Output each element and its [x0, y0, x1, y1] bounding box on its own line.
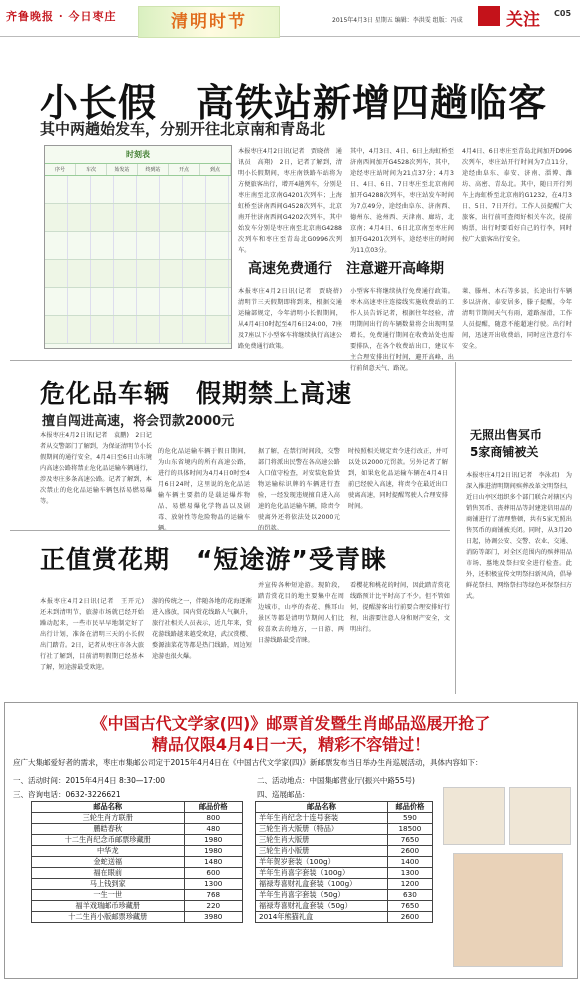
- article-column: 莱、滕州、木石等多县，长途出行车辆多以济南、泰安居多，滕子提醒，今年清明节期间天气有雨，道路湿滑，工作人员提醒，随意不能超速行驶。出行时间，迅速开出收费站，同时应注意行车安全。: [462, 288, 572, 350]
- subhead-hazmat: 擅自闯进高速，将会罚款2000元: [42, 414, 235, 429]
- timetable-header-cell: 序号: [45, 164, 76, 175]
- article-column: 并宣传各种短途游。现阶段，踏青赏花目的地主要集中在周边城市，山亭的杏花、熊耳山景区等都是清明节期间人们比较喜欢去的地方，一日游、两日游线路最受青睐。: [258, 582, 344, 644]
- stamp-name: 三轮生肖方联册: [32, 813, 185, 824]
- stamp-name: 羊年贺岁套装（100g）: [256, 857, 388, 868]
- table-row: [256, 879, 433, 890]
- ad-time: 一、活动时间：2015年4月4日 8:30—17:00: [13, 776, 165, 785]
- table-row: [32, 846, 243, 857]
- stamp-exhibition-ad: [4, 702, 578, 979]
- timetable-header-cell: 车次: [76, 164, 107, 175]
- table-row: [32, 835, 243, 846]
- stamp-name: 福羊戏瑞邮币珍藏册: [32, 901, 185, 912]
- table-row: [256, 890, 433, 901]
- article-column: 据了解，在禁行时间段，交警部门将派出民警在各高速公路入口值守检查，对安装危险货物运输标识牌的车辆进行查验，一经发现违规擅自进入高速的危化品运输车辆，除责令驶离外还将依法处以2000元的罚款。: [258, 448, 340, 532]
- stamp-name: 金蛇送福: [32, 857, 185, 868]
- timetable-header-cell: 始发站: [107, 164, 138, 175]
- stamp-price: 1480: [184, 857, 243, 868]
- stamp-price: 600: [184, 868, 243, 879]
- stamp-name: 羊年生肖喜字套装（50g）: [256, 890, 388, 901]
- section-flag-icon: [478, 6, 500, 26]
- stamp-price: 1400: [387, 857, 432, 868]
- stamp-price: 18500: [387, 824, 432, 835]
- stamp-name: 福禄寿喜财礼盒套装（100g）: [256, 879, 388, 890]
- article-column: 时按照相关规定责令进行改正，并可以处以2000元罚款。另外记者了解到，如果危化品运输车辆在4月4日前已经驶入高速，将责令在最近出口驶离高速，同时提醒驾驶人合理安排时间。: [348, 448, 448, 510]
- timetable-row: [45, 288, 231, 316]
- stamp-price: 480: [184, 824, 243, 835]
- stamp-name: 羊年生肖喜字套装（100g）: [256, 868, 388, 879]
- stamp-price: 2600: [387, 912, 432, 923]
- article-column: 本报枣庄4月2日讯(记者 贾晓蓓) 清明节三天假期即将到来，根据交通运输部规定，今年清明小长假期间，从4月4日0时起至4月6日24:00，7座及7座以下小型客车将继续执行高速公路免费通行政策。: [238, 288, 349, 350]
- timetable-row: [45, 260, 231, 288]
- article-column: 小型客车将继续执行免费通行政策。枣木高速枣庄连接线实施收费站的工作人员告诉记者，根据往年经验，清明期间出行的车辆数量将会出现明显增长，免费通行期间在收费站处也需要排队，在各个收费站出口，建议车主合理安排出行时间，避开高峰，出行前留意天气、路况。: [350, 288, 454, 372]
- stamp-name: 三轮生肖小版册: [256, 846, 388, 857]
- ad-intro: 应广大集邮爱好者的需求，枣庄市集邮公司定于2015年4月4日在《中国古代文学家(四)》新邮票发布当日举办生肖巡展活动，具体内容如下：: [13, 758, 483, 767]
- stamp-name: 三轮生肖大版册（特品）: [256, 824, 388, 835]
- column-header: 邮品名称: [32, 802, 185, 813]
- stamp-price-table-left: [31, 801, 243, 923]
- article-column: 的危化品运输车辆于假日期间，为山东省境内的所有高速公路，进行的具体时间为4月4日0时至4月6日24时，这里说的危化品运输车辆主要指的是载运爆炸物品、易燃易爆化学物品以及剧毒、放射性等危险物品的运输车辆。: [158, 448, 250, 532]
- article-column: 本报枣庄4月2日讯(记者 王开元) 还未到清明节，旅游市场就已经开始躁动起来，一些市民早早地制定好了出行计划，准备在清明三天的小长假出门踏青。2日，记者从枣庄市各大旅行社了解到，目前清明假期已经基本了解，短途游最受欢迎。: [40, 598, 151, 671]
- stamp-price: 1300: [184, 879, 243, 890]
- stamp-price: 800: [184, 813, 243, 824]
- column-header: 邮品价格: [184, 802, 243, 813]
- stamp-price: 630: [387, 890, 432, 901]
- stamp-price: 3980: [184, 912, 243, 923]
- ad-subtitle: 精品仅限4月4日一天，精彩不容错过！: [151, 735, 431, 754]
- stamp-price: 7650: [387, 835, 432, 846]
- stamp-name: 福在眼前: [32, 868, 185, 879]
- table-row: [256, 912, 433, 923]
- dateline: 2015年4月3日 星期五 编辑：李洪雯 组版：冯成: [332, 17, 463, 24]
- train-timetable-image: [44, 145, 232, 349]
- stamp-price: 590: [387, 813, 432, 824]
- table-row: [256, 824, 433, 835]
- headline-high-speed-rail: 小长假 高铁站新增四趟临客: [40, 81, 548, 125]
- headline-hazmat: 危化品车辆 假期禁上高速: [40, 379, 353, 408]
- timetable-row: [45, 232, 231, 260]
- timetable-row: [45, 176, 231, 204]
- stamp-price: 2600: [387, 846, 432, 857]
- divider: [10, 360, 572, 361]
- article-column: 本报枣庄4月2日讯(记者 袁鹏) 2日记者从交警部门了解到，为保证清明节小长假期间的通行安全，4月4日至6日山东境内高速公路将禁止危化品运输车辆通行，涉及枣庄多条高速公路。记者了解到，本次禁止的危化品运输车辆包括易燃易爆等。: [40, 432, 152, 505]
- article-column: 看樱花和桃花的时间，因此踏青赏花线路预计比平时高了不少。但不管如何，提醒游客出行前要合理安排好行程，出游要注意人身和财产安全，文明出行。: [350, 582, 450, 633]
- timetable-row: [45, 204, 231, 232]
- subhead-high-speed-rail: 其中两趟始发车，分别开往北京南和青岛北: [40, 120, 326, 138]
- stamp-price: 220: [184, 901, 243, 912]
- stamp-sheet-image: [509, 787, 571, 845]
- table-row: [256, 846, 433, 857]
- stamp-price: 768: [184, 890, 243, 901]
- qingming-banner: [138, 6, 280, 38]
- ad-list-label: 四、巡展邮品：: [257, 790, 310, 799]
- stamp-name: 十二生肖小版邮票珍藏册: [32, 912, 185, 923]
- table-header: [32, 802, 243, 813]
- timetable-title: 时刻表: [45, 146, 231, 164]
- subhead-free-highway: 高速免费通行 注意避开高峰期: [248, 261, 444, 277]
- sidebar-divider: [455, 362, 456, 694]
- article-column: 其中，4月3日、4日、6日上海虹桥至济南西间加开G4528次列车，其中，途经枣庄站时间为21点37分；4月3日、4日、6日、7日枣庄至北京南间加开G4288次列车，枣庄站发车时间为7点49分，途经曲阜东、济南西、德州东、沧州西、天津南、廊坊，北京南；4月4日、6日北京南至枣庄间加开G4201次列车，途经枣庄的时间为11点03分。: [350, 148, 454, 254]
- stamp-price-table-right: [255, 801, 433, 923]
- table-row: [32, 890, 243, 901]
- stamp-price: 7650: [387, 901, 432, 912]
- table-row: [256, 857, 433, 868]
- timetable-header: [45, 164, 231, 176]
- table-row: [256, 868, 433, 879]
- table-row: [32, 868, 243, 879]
- stamp-price: 1200: [387, 879, 432, 890]
- banner-text: 清明时节: [171, 12, 247, 32]
- stamp-name: 马上钱到家: [32, 879, 185, 890]
- stamp-name: 三轮生肖大版册: [256, 835, 388, 846]
- ad-place: 二、活动地点：中国集邮营业厅(振兴中路55号): [257, 776, 415, 785]
- sidebar-headline: 无照出售冥币 5家商铺被关: [470, 428, 543, 459]
- stamp-name: 一生一世: [32, 890, 185, 901]
- stamp-price: 1300: [387, 868, 432, 879]
- article-column: 4月4日、6日枣庄至青岛北间加开D996次列车，枣庄站开行时间为7点11分，途经曲阜东、泰安、济南、淄博、潍坊、高密、青岛北。其中，随日开行列车上海虹桥至北京南的G1232，在4月3日、5日、7日开行。工作人员提醒广大旅客，出行前可查阅好相关车次，提前购票，出行时要看好自己的行李，同时按广大旅客出行安全。: [462, 148, 572, 243]
- stamp-price: 1980: [184, 846, 243, 857]
- article-column: 本报枣庄4月2日讯(记者 贾晓蓓 通讯员 高翔) 2日，记者了解到，清明小长假期间，枣庄南铁路车站将为方便旅客出行，增开4趟列车，分别是枣庄南至北京南G4201次列车；上海虹桥至济南西间G4528次列车，北京南开往济南西间G4202次列车，其中始发车分别是枣庄南至北京南G4288次列车和枣庄至青岛北G0996次列车。: [238, 148, 342, 254]
- table-row: [32, 857, 243, 868]
- table-row: [32, 824, 243, 835]
- table-row: [32, 901, 243, 912]
- sidebar-article: 本报枣庄4月2日讯(记者 李泳君) 为深入推进清明期间殡葬改革文明祭扫，近日山亭区组织多个部门联合对辖区内销售冥币、丧葬用品等封建迷信用品的商铺进行了清理整顿，共有5家无照出售冥币的商铺被关闭。同时，从3月20日起，协调公安、交警、农业、交通、消防等部门，对全区范围内的殡葬用品市场、墓地及祭扫安全进行检查。此外，还积极宣传文明祭扫新风尚，倡导鲜花祭扫、网络祭扫等绿色环保祭扫方式。: [466, 472, 572, 600]
- divider: [10, 530, 450, 531]
- stamp-name: 中华龙: [32, 846, 185, 857]
- timetable-header-cell: 到点: [200, 164, 231, 175]
- section-title: 关注: [506, 10, 540, 30]
- ad-title: 《中国古代文学家(四)》邮票首发暨生肖邮品巡展开抢了: [91, 714, 491, 733]
- table-row: [32, 879, 243, 890]
- stamp-name: 羊年生肖纪念十连号套装: [256, 813, 388, 824]
- table-header: [256, 802, 433, 813]
- stamp-name: 2014年熊猫礼盒: [256, 912, 388, 923]
- stamp-price: 1980: [184, 835, 243, 846]
- table-row: [32, 912, 243, 923]
- newspaper-brand: 齐鲁晚报 · 今日枣庄: [6, 10, 117, 23]
- stamp-name: 福禄寿喜财礼盒套装（50g）: [256, 901, 388, 912]
- timetable-header-cell: 终到站: [138, 164, 169, 175]
- gift-box-image: [453, 853, 563, 967]
- table-row: [256, 901, 433, 912]
- column-header: 邮品名称: [256, 802, 388, 813]
- table-row: [32, 813, 243, 824]
- column-header: 邮品价格: [387, 802, 432, 813]
- timetable-header-cell: 开点: [169, 164, 200, 175]
- page-number: C05: [554, 9, 572, 18]
- table-row: [256, 835, 433, 846]
- stamp-name: 鹏皓春秋: [32, 824, 185, 835]
- timetable-row: [45, 316, 231, 344]
- ad-phone: 三、咨询电话：0632-3226621: [13, 790, 121, 799]
- stamp-album-image: [443, 787, 505, 845]
- table-row: [256, 813, 433, 824]
- headline-flower-tourism: 正值赏花期 “短途游”受青睐: [40, 545, 387, 574]
- stamp-name: 十二生肖纪念币邮票珍藏册: [32, 835, 185, 846]
- article-column: 游的传统之一，伴随各地的花海逐渐进入盛放，国内赏花线路人气飙升，旅行社相关人员表示，近几年来，赏花游线路越来越受欢迎，武汉赏樱、婺源油菜花等都是热门线路，周边短途游也很火爆。: [152, 598, 252, 660]
